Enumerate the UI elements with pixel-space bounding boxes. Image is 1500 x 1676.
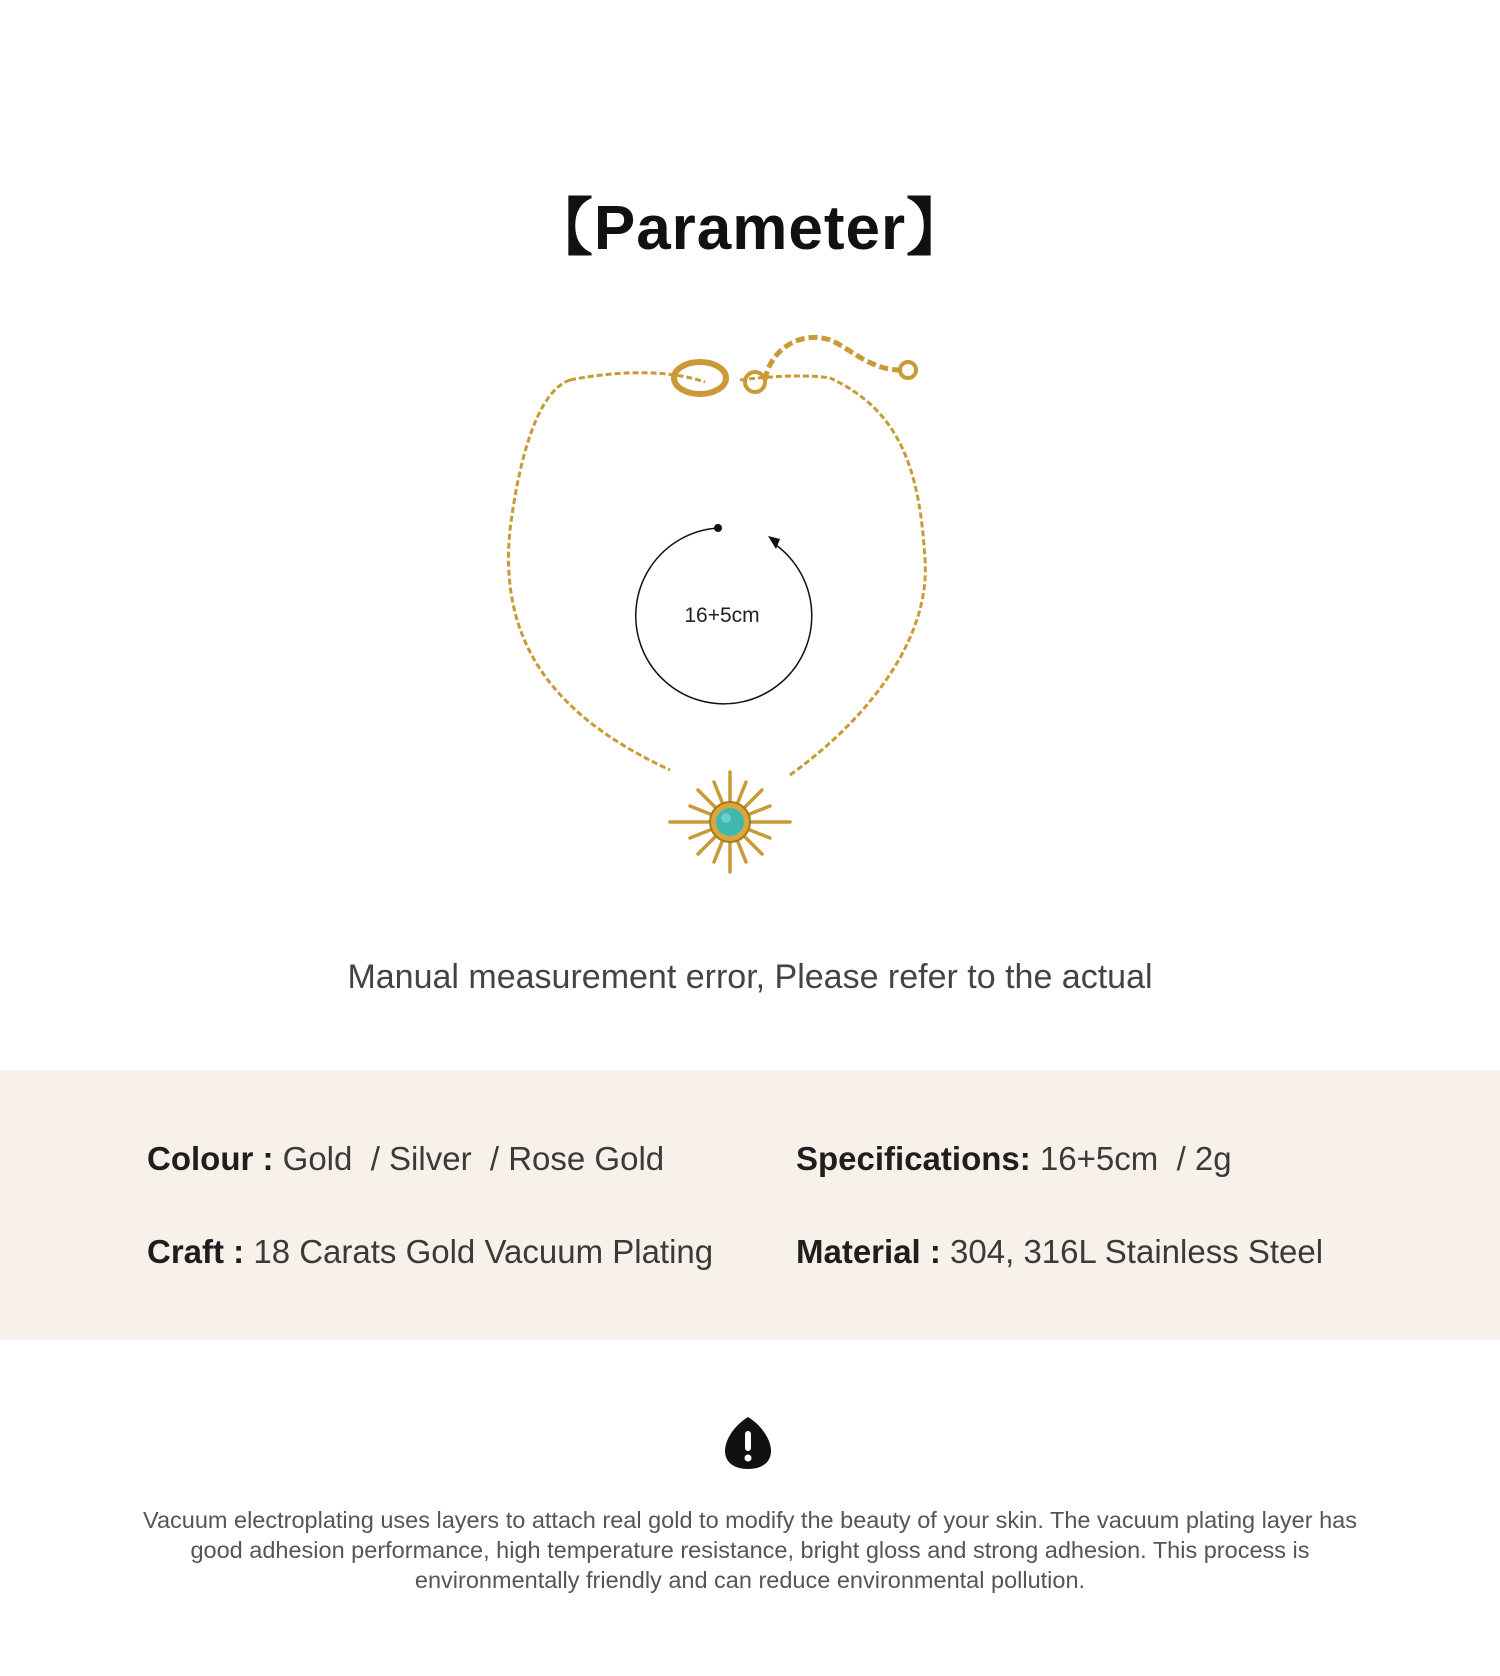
param-material xyxy=(796,1233,1323,1271)
lobster-clasp xyxy=(674,362,726,394)
exclamation-icon xyxy=(723,1415,773,1471)
param-craft xyxy=(147,1233,713,1271)
param-craft-value: 18 Carats Gold Vacuum Plating xyxy=(253,1233,714,1270)
param-material-label: Material : xyxy=(796,1233,941,1270)
parameter-band xyxy=(0,1070,1500,1340)
bracelet-chain xyxy=(570,373,705,382)
param-craft-label: Craft : xyxy=(147,1233,245,1270)
measurement-note: Manual measurement error, Please refer to the actual xyxy=(347,958,1153,996)
param-material-value: 304, 316L Stainless Steel xyxy=(950,1233,1324,1270)
page-title: 【Parameter】 xyxy=(530,194,970,263)
param-colour-label: Colour : xyxy=(147,1140,274,1177)
bracelet-chain xyxy=(790,378,925,775)
param-colour-value: Gold / Silver / Rose Gold xyxy=(282,1140,665,1177)
clasp-ring xyxy=(745,372,765,392)
size-label: 16+5cm xyxy=(684,604,760,627)
bracelet-chain xyxy=(740,376,830,380)
param-colour xyxy=(147,1140,664,1178)
param-specifications-value: 16+5cm / 2g xyxy=(1039,1140,1232,1177)
plating-description: Vacuum electroplating uses layers to attach real gold to modify the beauty of your skin. The vacuum plating layer has good adhesion performance, high temperature resistance, bright gloss and strong adhesion. This process is environmentally friendly and can reduce environmental pollution. xyxy=(143,1507,1357,1593)
size-start-dot xyxy=(714,524,722,532)
extension-chain xyxy=(765,337,900,380)
param-specifications xyxy=(796,1140,1232,1178)
sun-charm xyxy=(670,772,790,872)
turquoise-stone xyxy=(716,808,744,836)
param-specifications-label: Specifications: xyxy=(796,1140,1031,1177)
bracelet-illustration xyxy=(500,330,1020,890)
